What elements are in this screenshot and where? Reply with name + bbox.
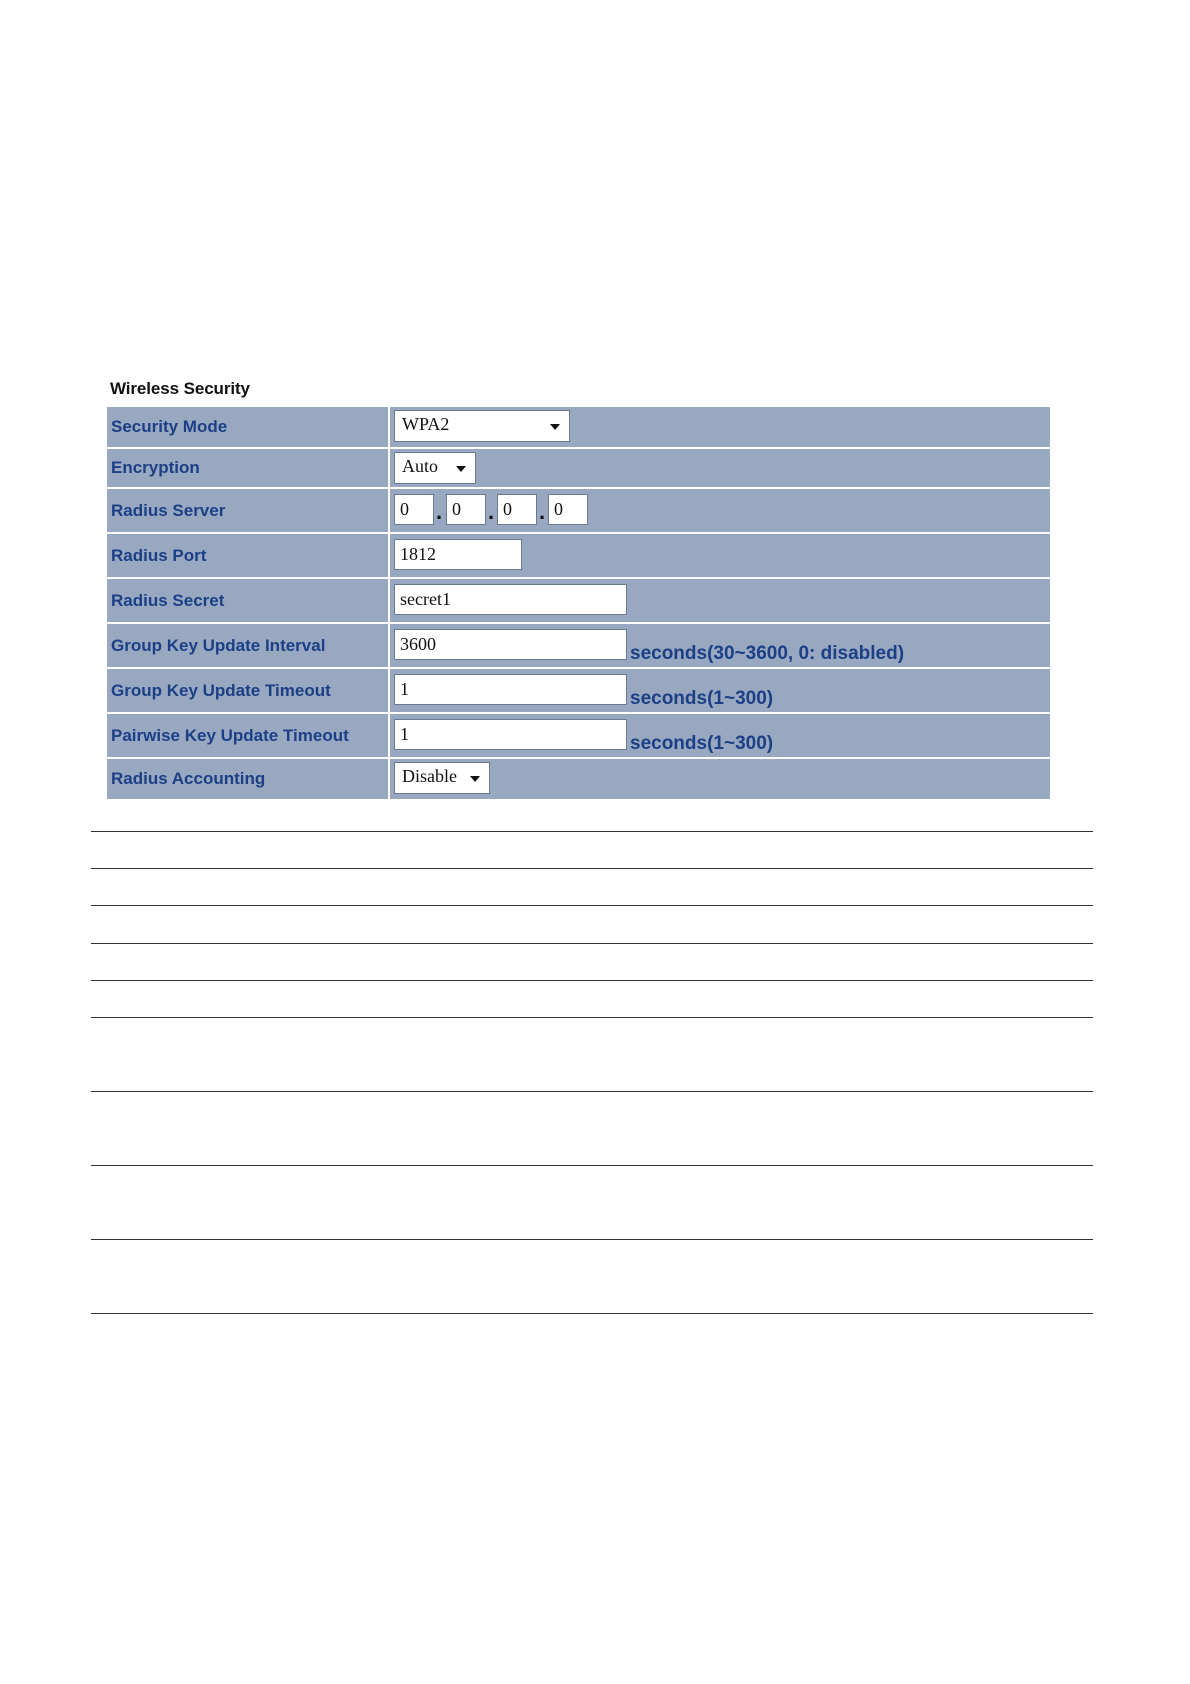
row-encryption [107,449,1050,487]
label-cell [107,489,388,532]
group-key-timeout-input[interactable]: 1 [394,674,627,705]
table-rule [91,1017,1093,1018]
table-rule [91,980,1093,981]
table-rule [91,831,1093,832]
radius-server-octet-3[interactable]: 0 [497,494,537,525]
security-mode-value: WPA2 [402,414,450,434]
chevron-down-icon [456,466,466,472]
label-cell [107,579,388,622]
group-key-interval-label: Group Key Update Interval [111,635,326,655]
row-group-key-timeout [107,669,1050,712]
label-cell [107,407,388,447]
encryption-label: Encryption [111,458,200,477]
value-cell [390,759,1050,799]
table-rule [91,1313,1093,1314]
security-mode-select[interactable] [394,410,570,442]
group-key-timeout-hint: seconds(1~300) [630,688,774,709]
encryption-value: Auto [402,456,438,476]
value-cell [390,669,1050,712]
radius-server-octet-4[interactable]: 0 [548,494,588,525]
table-rule [91,1239,1093,1240]
radius-server-label: Radius Server [111,500,226,520]
pairwise-key-timeout-hint: seconds(1~300) [630,733,774,754]
row-radius-port [107,534,1050,577]
security-mode-label: Security Mode [111,417,228,436]
group-key-interval-hint: seconds(30~3600, 0: disabled) [630,643,905,664]
label-cell [107,669,388,712]
table-rule [91,868,1093,869]
ip-separator: . [539,499,546,524]
row-radius-accounting [107,759,1050,799]
label-cell [107,714,388,757]
table-rule [91,905,1093,906]
radius-server-octet-1[interactable]: 0 [394,494,434,525]
pairwise-key-timeout-label: Pairwise Key Update Timeout [111,725,349,745]
value-cell [390,407,1050,447]
radius-accounting-value: Disable [402,766,457,786]
radius-accounting-select[interactable] [394,762,490,794]
label-cell [107,759,388,799]
label-cell [107,534,388,577]
radius-accounting-label: Radius Accounting [111,769,266,788]
chevron-down-icon [470,776,480,782]
value-cell [390,449,1050,487]
group-key-timeout-label: Group Key Update Timeout [111,680,331,700]
pairwise-key-timeout-input[interactable]: 1 [394,719,627,750]
value-cell [390,714,1050,757]
label-cell [107,624,388,667]
ip-separator: . [488,499,495,524]
radius-server-octet-2[interactable]: 0 [446,494,486,525]
value-cell [390,624,1050,667]
value-cell [390,579,1050,622]
table-rule [91,943,1093,944]
value-cell [390,534,1050,577]
radius-port-label: Radius Port [111,545,207,565]
radius-port-input[interactable]: 1812 [394,539,522,570]
ip-separator: . [436,499,443,524]
wireless-security-table [107,407,1050,799]
row-radius-secret [107,579,1050,622]
table-rule [91,1165,1093,1166]
row-pairwise-key-timeout [107,714,1050,757]
label-cell [107,449,388,487]
value-cell [390,489,1050,532]
section-title: Wireless Security [110,379,250,398]
radius-secret-input[interactable]: secret1 [394,584,627,615]
row-radius-server [107,489,1050,532]
table-rule [91,1091,1093,1092]
group-key-interval-input[interactable]: 3600 [394,629,627,660]
row-group-key-interval [107,624,1050,667]
row-security-mode [107,407,1050,447]
chevron-down-icon [550,424,560,430]
radius-secret-label: Radius Secret [111,590,225,610]
encryption-select[interactable] [394,452,476,484]
